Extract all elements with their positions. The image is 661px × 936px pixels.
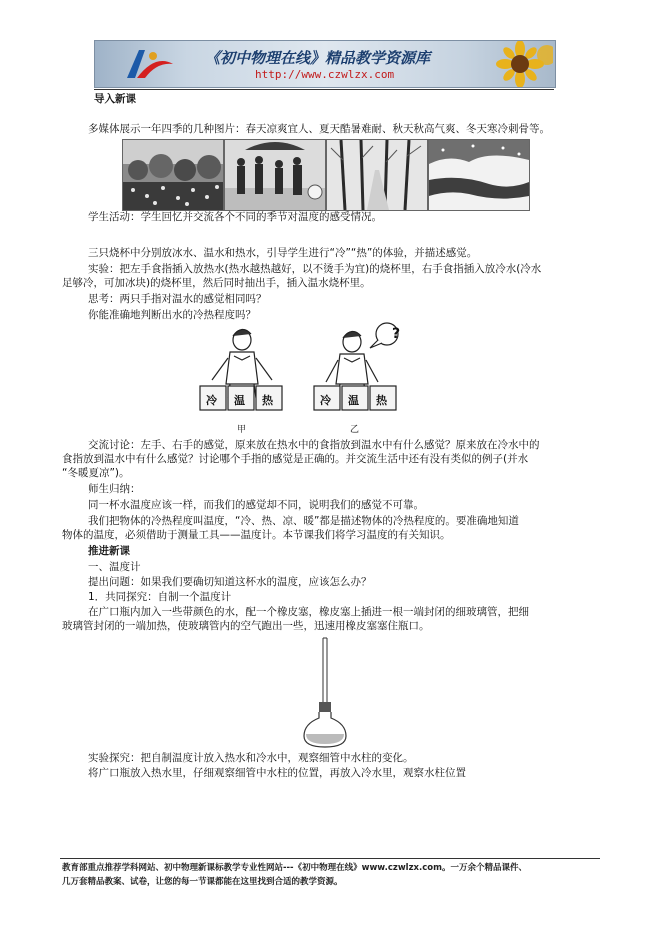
paragraph-judge: 你能准确地判断出水的冷热程度吗？ xyxy=(88,309,256,321)
section-heading-new-lesson: 推进新课 xyxy=(88,545,130,557)
cup-warm-left: 温 xyxy=(234,394,245,407)
paragraph-temperature-def-1: 我们把物体的冷热程度叫温度，“冷、热、凉、暖”都是描述物体的冷热程度的。要准确地知道 xyxy=(88,515,519,527)
paragraph-think: 思考：两只手指对温水的感觉相同吗？ xyxy=(88,293,267,305)
paragraph-experiment-2: 足够冷，可加冰块)的烧杯里，然后同时抽出手，插入温水烧杯里。 xyxy=(62,277,371,289)
paragraph-experiment-explore: 实验探究：把自制温度计放入热水和冷水中，观察细管中水柱的变化。 xyxy=(88,752,414,764)
paragraph-discussion-2: 食指放到温水中有什么感觉？讨论哪个手指的感觉是正确的。并交流生活中还有没有类似的例子(并水 xyxy=(62,453,529,465)
paragraph-question: 提出问题：如果我们要确切知道这杯水的温度，应该怎么办？ xyxy=(88,576,372,588)
spring-photo xyxy=(122,139,224,211)
paragraph-discussion-3: “冬暖夏凉”)。 xyxy=(62,467,130,479)
footer-line-2: 几万套精品教案、试卷，让您的每一节课都能在这里找到合适的教学资源。 xyxy=(62,877,343,887)
cup-warm-right: 温 xyxy=(348,394,359,407)
banner-title: 《初中物理在线》精品教学资源库 xyxy=(205,49,431,67)
paragraph-three-beakers: 三只烧杯中分别放冰水、温水和热水，引导学生进行“冷”“热”的体验，并描述感觉。 xyxy=(88,247,478,259)
cup-cold-left: 冷 xyxy=(206,394,217,407)
banner-url: http://www.czwlzx.com xyxy=(255,68,395,81)
summer-photo xyxy=(224,139,326,211)
question-bubble: ? xyxy=(392,326,401,342)
footer-rule xyxy=(60,858,600,859)
paragraph-summary-label: 师生归纳： xyxy=(88,483,141,495)
paragraph-diy-2: 玻璃管封闭的一端加热，使玻璃管内的空气跑出一些，迅速用橡皮塞塞住瓶口。 xyxy=(62,620,430,632)
footer-line-1: 教育部重点推荐学科网站、初中物理新课标教学专业性网站---《初中物理在线》www.czwlzx.com。一万余个精品课件、 xyxy=(62,863,527,873)
paragraph-summary: 同一杯水温度应该一样，而我们的感觉却不同，说明我们的感觉不可靠。 xyxy=(88,499,424,511)
paragraph-temperature-def-2: 物体的温度，必须借助于测量工具——温度计。本节课我们将学习温度的有关知识。 xyxy=(62,529,451,541)
autumn-photo xyxy=(326,139,428,211)
cup-cold-right: 冷 xyxy=(320,394,331,407)
paragraph-explore-title: 1．共同探究：自制一个温度计 xyxy=(88,591,232,603)
paragraph-student-activity: 学生活动：学生回忆并交流各个不同的季节对温度的感受情况。 xyxy=(88,211,382,223)
paragraph-experiment-1: 实验：把左手食指插入放热水(热水越热越好，以不烫手为宜)的烧杯里，右手食指插入放冷水(冷水 xyxy=(88,263,542,275)
sunflower-icon xyxy=(487,41,553,87)
hand-experiment-figure xyxy=(190,322,420,442)
figure-label-left: 甲 xyxy=(237,425,247,435)
homemade-thermometer-illustration xyxy=(300,636,350,748)
cup-hot-left: 热 xyxy=(262,394,273,407)
cup-hot-right: 热 xyxy=(376,394,387,407)
header-rule xyxy=(94,89,554,90)
paragraph-seasons: 多媒体展示一年四季的几种图片：春天凉爽宜人、夏天酷暑难耐、秋天秋高气爽、冬天寒冷刺骨等。 xyxy=(88,123,550,135)
paragraph-observe: 将广口瓶放入热水里，仔细观察细管中水柱的位置，再放入冷水里，观察水柱位置 xyxy=(88,767,466,779)
site-logo-icon xyxy=(117,44,177,84)
paragraph-discussion-1: 交流讨论：左手、右手的感觉，原来放在热水中的食指放到温水中有什么感觉？原来放在冷水中的 xyxy=(88,439,540,451)
subsection-thermometer: 一、温度计 xyxy=(88,561,141,573)
paragraph-diy-1: 在广口瓶内加入一些带颜色的水，配一个橡皮塞，橡皮塞上插进一根一端封闭的细玻璃管，把细 xyxy=(88,606,529,618)
figure-label-right: 乙 xyxy=(350,425,360,435)
header-banner xyxy=(94,40,556,88)
section-heading-intro: 导入新课 xyxy=(94,93,136,105)
winter-photo xyxy=(428,139,530,211)
